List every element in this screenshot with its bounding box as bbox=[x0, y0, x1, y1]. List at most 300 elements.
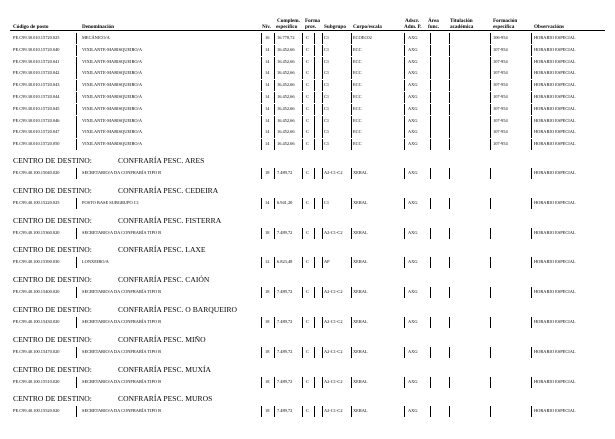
column-divider bbox=[404, 257, 405, 268]
column-divider bbox=[302, 317, 303, 328]
column-divider bbox=[322, 104, 323, 115]
cell-corpo: ECOEC02 bbox=[353, 35, 372, 40]
destination-name: CONFRARÍA PESC. LAXE bbox=[118, 245, 206, 255]
column-divider bbox=[404, 228, 405, 239]
header-adscr-1: Adscr. bbox=[405, 18, 420, 24]
column-divider bbox=[351, 317, 352, 328]
header-area-2: func. bbox=[428, 24, 440, 30]
cell-comp: 7.489,72 bbox=[277, 170, 293, 175]
column-divider bbox=[430, 168, 431, 179]
column-divider bbox=[531, 57, 532, 68]
column-divider bbox=[261, 198, 262, 209]
column-divider bbox=[314, 80, 315, 91]
column-divider bbox=[490, 80, 491, 91]
column-divider bbox=[322, 92, 323, 103]
column-divider bbox=[314, 139, 315, 150]
cell-den: SECRETARIO/A DA CONFRARÍA TIPO B bbox=[82, 319, 162, 324]
column-divider bbox=[322, 317, 323, 328]
column-divider bbox=[302, 116, 303, 127]
cell-adscr: AXG bbox=[408, 199, 418, 205]
cell-obs: HORARIO ESPECIAL bbox=[534, 229, 576, 235]
cell-den: VIXILANTE-MARISQUEIRO/A bbox=[82, 105, 142, 111]
cell-code: PE.C99.30.010.15720.045 bbox=[13, 105, 60, 111]
column-divider bbox=[430, 92, 431, 103]
column-divider bbox=[314, 92, 315, 103]
column-divider bbox=[404, 317, 405, 328]
cell-corpo: ECC bbox=[353, 117, 362, 123]
table-row bbox=[10, 92, 605, 102]
column-divider bbox=[351, 68, 352, 79]
cell-form: 107-954 bbox=[493, 46, 508, 52]
column-divider bbox=[351, 406, 352, 417]
column-divider bbox=[322, 45, 323, 56]
cell-adscr: AXG bbox=[408, 348, 418, 354]
cell-forma: C bbox=[306, 129, 309, 135]
column-divider bbox=[430, 139, 431, 150]
cell-forma: C bbox=[306, 170, 309, 175]
cell-comp: 7.489,72 bbox=[277, 229, 293, 235]
column-divider bbox=[274, 45, 275, 56]
column-divider bbox=[76, 104, 77, 115]
cell-corpo: XERAL bbox=[353, 319, 368, 324]
table-row bbox=[10, 406, 605, 416]
column-divider bbox=[351, 347, 352, 358]
column-divider bbox=[261, 347, 262, 358]
column-divider bbox=[490, 68, 491, 79]
cell-form: 107-954 bbox=[493, 70, 508, 76]
cell-corpo: XERAL bbox=[353, 259, 368, 265]
cell-form: 107-954 bbox=[493, 94, 508, 99]
cell-code: PE.C99.30.010.15720.044 bbox=[13, 94, 60, 99]
column-divider bbox=[274, 33, 275, 44]
column-divider bbox=[490, 317, 491, 328]
cell-adscr: AXG bbox=[408, 319, 418, 324]
cell-adscr: AXG bbox=[408, 408, 418, 414]
cell-comp: 16.452,66 bbox=[277, 82, 295, 88]
cell-niv: 14 bbox=[265, 70, 270, 76]
column-divider bbox=[261, 33, 262, 44]
cell-sub: C1 bbox=[324, 129, 330, 135]
column-divider bbox=[302, 228, 303, 239]
destination-label: CENTRO DE DESTINO: bbox=[13, 364, 92, 374]
column-divider bbox=[274, 228, 275, 239]
column-divider bbox=[76, 68, 77, 79]
cell-code: PE.C99.40.100.15520.020 bbox=[13, 408, 60, 414]
cell-den: SECRETARIO/A DA CONFRARÍA TIPO B bbox=[82, 229, 162, 235]
cell-adscr: AXG bbox=[408, 259, 418, 265]
column-divider bbox=[314, 228, 315, 239]
destination-label: CENTRO DE DESTINO: bbox=[13, 305, 92, 314]
header-formacion-1: Formación bbox=[493, 18, 518, 24]
column-divider bbox=[490, 257, 491, 268]
column-divider bbox=[76, 406, 77, 417]
column-divider bbox=[351, 228, 352, 239]
cell-corpo: ECC bbox=[353, 94, 362, 99]
column-divider bbox=[351, 127, 352, 138]
column-divider bbox=[76, 377, 77, 388]
column-divider bbox=[531, 127, 532, 138]
column-divider bbox=[302, 57, 303, 68]
header-rule bbox=[10, 30, 605, 31]
cell-form: 106-954 bbox=[493, 35, 508, 40]
column-divider bbox=[322, 80, 323, 91]
column-divider bbox=[531, 104, 532, 115]
cell-niv: 14 bbox=[265, 82, 270, 88]
cell-form: 107-954 bbox=[493, 58, 508, 64]
column-divider bbox=[274, 347, 275, 358]
cell-comp: 7.489,72 bbox=[277, 319, 293, 324]
column-divider bbox=[531, 45, 532, 56]
cell-forma: C bbox=[306, 105, 309, 111]
cell-code: PE.C99.30.010.15720.043 bbox=[13, 82, 60, 88]
cell-forma: C bbox=[306, 58, 309, 64]
column-divider bbox=[351, 257, 352, 268]
column-divider bbox=[261, 406, 262, 417]
cell-corpo: XERAL bbox=[353, 170, 368, 175]
column-divider bbox=[76, 168, 77, 179]
cell-sub: C1 bbox=[324, 58, 330, 64]
cell-sub: A2-C1-C2 bbox=[324, 170, 343, 175]
column-divider bbox=[490, 198, 491, 209]
column-divider bbox=[449, 317, 450, 328]
cell-obs: HORARIO ESPECIAL bbox=[534, 58, 576, 64]
destination-name: CONFRARÍA PESC. MUXÍA bbox=[118, 364, 212, 374]
cell-niv: 14 bbox=[265, 105, 270, 111]
column-divider bbox=[404, 406, 405, 417]
column-divider bbox=[490, 347, 491, 358]
cell-sub: C1 bbox=[324, 199, 330, 205]
column-divider bbox=[490, 139, 491, 150]
cell-sub: A2-C1-C2 bbox=[324, 408, 343, 414]
column-divider bbox=[76, 228, 77, 239]
table-row bbox=[10, 68, 605, 78]
cell-den: SECRETARIO/A DA CONFRARÍA TIPO B bbox=[82, 348, 162, 354]
column-divider bbox=[302, 127, 303, 138]
column-divider bbox=[274, 406, 275, 417]
header-titulacion-1: Titulación bbox=[450, 18, 473, 24]
cell-obs: HORARIO ESPECIAL bbox=[534, 348, 576, 354]
column-divider bbox=[274, 68, 275, 79]
cell-forma: C bbox=[306, 70, 309, 76]
cell-code: PE.C99.40.100.15470.020 bbox=[13, 348, 60, 354]
cell-code: PE.C99.30.010.15720.047 bbox=[13, 129, 60, 135]
column-divider bbox=[274, 80, 275, 91]
column-divider bbox=[322, 377, 323, 388]
column-divider bbox=[261, 127, 262, 138]
column-divider bbox=[314, 68, 315, 79]
column-divider bbox=[76, 127, 77, 138]
cell-comp: 16.452,66 bbox=[277, 46, 295, 52]
cell-adscr: AXG bbox=[408, 94, 418, 99]
cell-obs: HORARIO ESPECIAL bbox=[534, 259, 576, 265]
column-divider bbox=[76, 80, 77, 91]
cell-obs: HORARIO ESPECIAL bbox=[534, 117, 576, 123]
column-divider bbox=[261, 168, 262, 179]
cell-sub: A2-C1-C2 bbox=[324, 348, 343, 354]
cell-obs: HORARIO ESPECIAL bbox=[534, 378, 576, 384]
column-divider bbox=[531, 406, 532, 417]
column-divider bbox=[322, 287, 323, 298]
column-divider bbox=[490, 92, 491, 103]
column-divider bbox=[351, 33, 352, 44]
column-divider bbox=[430, 104, 431, 115]
column-divider bbox=[76, 57, 77, 68]
cell-obs: HORARIO ESPECIAL bbox=[534, 319, 576, 324]
cell-comp: 16.452,66 bbox=[277, 94, 295, 99]
cell-obs: HORARIO ESPECIAL bbox=[534, 129, 576, 135]
cell-adscr: AXG bbox=[408, 46, 418, 52]
cell-niv: 18 bbox=[265, 348, 270, 354]
table-row bbox=[10, 45, 605, 55]
column-divider bbox=[531, 198, 532, 209]
table-row bbox=[10, 127, 605, 137]
cell-comp: 16.452,66 bbox=[277, 58, 295, 64]
column-divider bbox=[314, 57, 315, 68]
cell-obs: HORARIO ESPECIAL bbox=[534, 46, 576, 52]
column-divider bbox=[449, 68, 450, 79]
table-row bbox=[10, 116, 605, 126]
column-divider bbox=[261, 104, 262, 115]
cell-obs: HORARIO ESPECIAL bbox=[534, 82, 576, 88]
column-divider bbox=[449, 228, 450, 239]
cell-den: VIXILANTE-MARISQUEIRO/A bbox=[82, 129, 142, 135]
header-formacion-2: específica bbox=[493, 24, 515, 30]
column-divider bbox=[351, 57, 352, 68]
cell-sub: A2-C1-C2 bbox=[324, 378, 343, 384]
column-divider bbox=[404, 127, 405, 138]
destination-name: CONFRARÍA PESC. O BARQUEIRO bbox=[118, 305, 237, 314]
destination-label: CENTRO DE DESTINO: bbox=[13, 275, 92, 285]
column-divider bbox=[404, 116, 405, 127]
column-divider bbox=[531, 68, 532, 79]
column-divider bbox=[404, 45, 405, 56]
cell-obs: HORARIO ESPECIAL bbox=[534, 35, 576, 40]
column-divider bbox=[322, 168, 323, 179]
column-divider bbox=[490, 45, 491, 56]
cell-niv: 14 bbox=[265, 141, 270, 147]
cell-den: SECRETARIO/A DA CONFRARÍA TIPO B bbox=[82, 408, 162, 414]
table-row bbox=[10, 168, 605, 178]
column-divider bbox=[261, 317, 262, 328]
cell-sub: C1 bbox=[324, 94, 330, 99]
cell-forma: C bbox=[306, 82, 309, 88]
column-divider bbox=[322, 57, 323, 68]
cell-niv: 18 bbox=[265, 378, 270, 384]
cell-niv: 14 bbox=[265, 117, 270, 123]
cell-corpo: ECC bbox=[353, 82, 362, 88]
column-divider bbox=[322, 116, 323, 127]
header-nivel: Nív. bbox=[262, 24, 271, 30]
cell-obs: HORARIO ESPECIAL bbox=[534, 289, 576, 295]
cell-forma: C bbox=[306, 199, 309, 205]
column-divider bbox=[449, 116, 450, 127]
column-divider bbox=[314, 347, 315, 358]
cell-obs: HORARIO ESPECIAL bbox=[534, 141, 576, 147]
cell-forma: C bbox=[306, 319, 309, 324]
column-divider bbox=[430, 406, 431, 417]
column-divider bbox=[531, 287, 532, 298]
column-divider bbox=[314, 168, 315, 179]
cell-forma: C bbox=[306, 378, 309, 384]
column-divider bbox=[302, 68, 303, 79]
column-divider bbox=[490, 127, 491, 138]
column-divider bbox=[404, 104, 405, 115]
header-subgrupo: Subgrupo bbox=[324, 24, 346, 30]
column-divider bbox=[322, 198, 323, 209]
column-divider bbox=[404, 347, 405, 358]
cell-sub: C1 bbox=[324, 35, 330, 40]
cell-code: PE.C99.40.100.15040.020 bbox=[13, 170, 60, 175]
header-adscr-2: Adm. P. bbox=[404, 24, 422, 30]
cell-form: 107-954 bbox=[493, 105, 508, 111]
cell-comp: 16.452,66 bbox=[277, 129, 295, 135]
cell-den: VIXILANTE-MARISQUEIRO/A bbox=[82, 46, 142, 52]
cell-den: POSTO BASE SUBGRUPO C1 bbox=[82, 199, 139, 205]
column-divider bbox=[302, 45, 303, 56]
column-divider bbox=[76, 287, 77, 298]
table-row bbox=[10, 104, 605, 114]
cell-comp: 16.452,66 bbox=[277, 141, 295, 147]
column-divider bbox=[531, 168, 532, 179]
column-divider bbox=[314, 377, 315, 388]
column-divider bbox=[274, 104, 275, 115]
column-divider bbox=[76, 347, 77, 358]
column-divider bbox=[430, 116, 431, 127]
column-divider bbox=[351, 92, 352, 103]
table-row bbox=[10, 347, 605, 357]
cell-code: PE.C99.40.100.15400.020 bbox=[13, 289, 60, 295]
destination-label: CENTRO DE DESTINO: bbox=[13, 394, 92, 404]
cell-adscr: AXG bbox=[408, 35, 418, 40]
column-divider bbox=[76, 198, 77, 209]
column-divider bbox=[274, 92, 275, 103]
cell-adscr: AXG bbox=[408, 289, 418, 295]
column-divider bbox=[322, 228, 323, 239]
cell-forma: C bbox=[306, 117, 309, 123]
cell-adscr: AXG bbox=[408, 82, 418, 88]
column-divider bbox=[76, 317, 77, 328]
destination-name: CONFRARÍA PESC. CEDEIRA bbox=[118, 185, 219, 195]
column-divider bbox=[490, 104, 491, 115]
cell-obs: HORARIO ESPECIAL bbox=[534, 105, 576, 111]
column-divider bbox=[531, 116, 532, 127]
cell-den: VIXILANTE-MARISQUEIRO/A bbox=[82, 82, 142, 88]
column-divider bbox=[490, 33, 491, 44]
cell-adscr: AXG bbox=[408, 170, 418, 175]
column-divider bbox=[404, 33, 405, 44]
column-divider bbox=[430, 317, 431, 328]
cell-corpo: ECC bbox=[353, 129, 362, 135]
column-divider bbox=[302, 139, 303, 150]
cell-comp: 7.489,72 bbox=[277, 378, 293, 384]
column-divider bbox=[531, 80, 532, 91]
cell-niv: 12 bbox=[265, 259, 270, 265]
column-divider bbox=[261, 228, 262, 239]
column-divider bbox=[302, 168, 303, 179]
header-complem-2: específico bbox=[276, 24, 298, 30]
header-observacions: Observacións bbox=[534, 24, 564, 30]
cell-obs: HORARIO ESPECIAL bbox=[534, 70, 576, 76]
column-divider bbox=[261, 377, 262, 388]
cell-niv: 18 bbox=[265, 408, 270, 414]
cell-forma: C bbox=[306, 94, 309, 99]
cell-comp: 7.489,72 bbox=[277, 408, 293, 414]
cell-code: PE.C99.30.010.15720.042 bbox=[13, 70, 60, 76]
column-divider bbox=[302, 33, 303, 44]
table-row bbox=[10, 228, 605, 238]
column-divider bbox=[274, 198, 275, 209]
cell-sub: A2-C1-C2 bbox=[324, 289, 343, 295]
column-divider bbox=[351, 139, 352, 150]
column-divider bbox=[274, 168, 275, 179]
column-divider bbox=[404, 198, 405, 209]
column-divider bbox=[449, 80, 450, 91]
cell-niv: 16 bbox=[265, 35, 270, 40]
cell-forma: C bbox=[306, 141, 309, 147]
column-divider bbox=[404, 68, 405, 79]
cell-niv: 18 bbox=[265, 170, 270, 175]
cell-forma: C bbox=[306, 289, 309, 295]
column-divider bbox=[274, 317, 275, 328]
column-divider bbox=[449, 139, 450, 150]
destination-label: CENTRO DE DESTINO: bbox=[13, 245, 92, 255]
cell-comp: 6.941,20 bbox=[277, 199, 293, 205]
column-divider bbox=[430, 198, 431, 209]
cell-den: SECRETARIO/A DA CONFRARÍA TIPO B bbox=[82, 289, 162, 295]
column-divider bbox=[430, 57, 431, 68]
column-divider bbox=[449, 347, 450, 358]
cell-form: 107-954 bbox=[493, 141, 508, 147]
column-divider bbox=[430, 80, 431, 91]
cell-comp: 16.452,66 bbox=[277, 70, 295, 76]
cell-sub: A2-C1-C2 bbox=[324, 229, 343, 235]
column-divider bbox=[274, 257, 275, 268]
table-row bbox=[10, 257, 605, 267]
cell-niv: 14 bbox=[265, 58, 270, 64]
table-row bbox=[10, 139, 605, 149]
cell-code: PE.C99.30.010.15720.041 bbox=[13, 58, 60, 64]
column-divider bbox=[449, 45, 450, 56]
cell-den: MECÁNICO/A bbox=[82, 35, 110, 40]
column-divider bbox=[322, 68, 323, 79]
column-divider bbox=[302, 104, 303, 115]
column-divider bbox=[430, 33, 431, 44]
cell-code: PE.C99.40.100.15360.020 bbox=[13, 229, 60, 235]
cell-niv: 18 bbox=[265, 289, 270, 295]
destination-name: CONFRARÍA PESC. MIÑO bbox=[118, 334, 206, 344]
column-divider bbox=[76, 257, 77, 268]
column-divider bbox=[302, 92, 303, 103]
column-divider bbox=[449, 57, 450, 68]
column-divider bbox=[404, 287, 405, 298]
column-divider bbox=[261, 57, 262, 68]
destination-name: CONFRARÍA PESC. ARES bbox=[118, 156, 205, 165]
cell-den: SECRETARIO/A DA CONFRARÍA TIPO B bbox=[82, 378, 162, 384]
column-divider bbox=[430, 228, 431, 239]
column-divider bbox=[314, 317, 315, 328]
cell-sub: C1 bbox=[324, 105, 330, 111]
column-divider bbox=[351, 377, 352, 388]
cell-comp: 16.452,66 bbox=[277, 117, 295, 123]
cell-code: PE.C99.40.100.15430.020 bbox=[13, 319, 60, 324]
column-divider bbox=[404, 80, 405, 91]
column-divider bbox=[351, 287, 352, 298]
column-divider bbox=[261, 45, 262, 56]
cell-den: VIXILANTE-MARISQUEIRO/A bbox=[82, 58, 142, 64]
cell-form: 107-954 bbox=[493, 117, 508, 123]
column-divider bbox=[531, 228, 532, 239]
cell-adscr: AXG bbox=[408, 129, 418, 135]
